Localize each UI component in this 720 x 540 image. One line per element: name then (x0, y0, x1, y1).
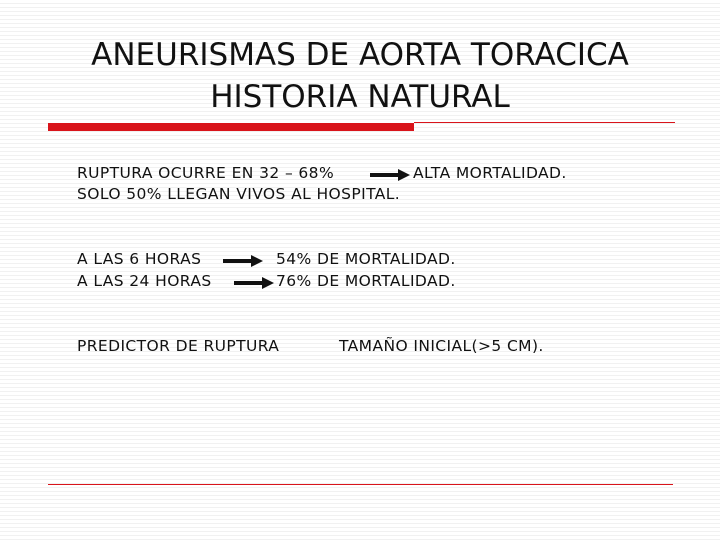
title-line-2: HISTORIA NATURAL (210, 79, 510, 115)
title-divider (48, 122, 675, 130)
title-line-1: ANEURISMAS DE AORTA TORACICA (91, 37, 629, 73)
six-hours-label: A LAS 6 HORAS (77, 250, 202, 268)
rupture-outcome: ALTA MORTALIDAD. (413, 164, 567, 182)
day-label: A LAS 24 HORAS (77, 272, 212, 290)
predictor-label: PREDICTOR DE RUPTURA (77, 337, 280, 355)
rupture-text: RUPTURA OCURRE EN 32 – 68% (77, 164, 335, 182)
right-arrow-icon (223, 255, 263, 267)
day-value: 76% DE MORTALIDAD. (276, 272, 456, 290)
footer-divider (48, 484, 673, 485)
title-divider-thin (414, 122, 675, 123)
slide-title (0, 34, 720, 118)
six-hours-value: 54% DE MORTALIDAD. (276, 250, 456, 268)
hospital-text: SOLO 50% LLEGAN VIVOS AL HOSPITAL. (77, 185, 401, 203)
predictor-value: TAMAÑO INICIAL(>5 CM). (339, 337, 544, 355)
right-arrow-icon (234, 277, 274, 289)
title-divider-thick (48, 123, 414, 131)
right-arrow-icon (370, 169, 410, 181)
